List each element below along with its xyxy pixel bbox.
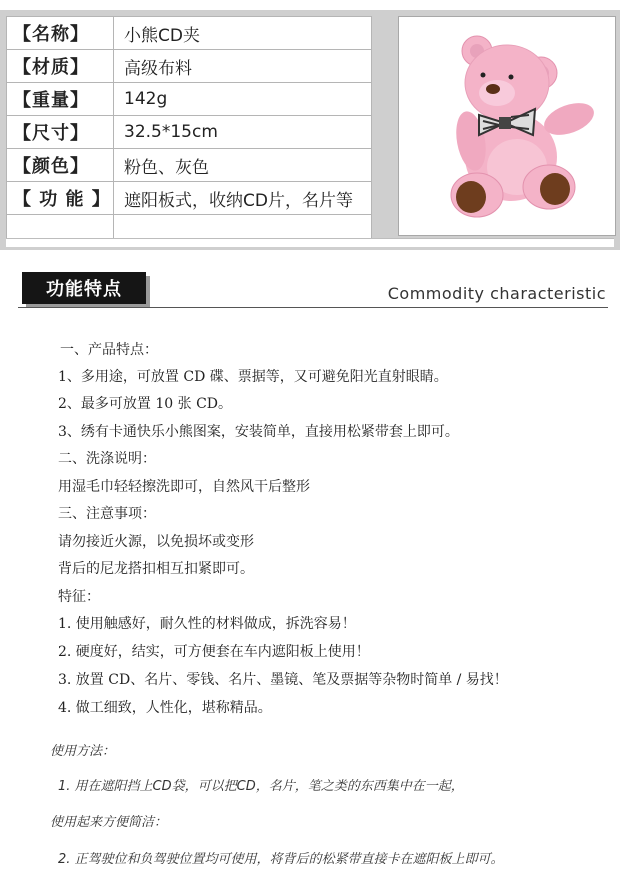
spec-label: 【名称】 xyxy=(7,17,114,50)
section-english-title: Commodity characteristic xyxy=(387,284,606,303)
section-header xyxy=(18,270,608,308)
spec-label: 【颜色】 xyxy=(7,149,114,182)
text-line: 4. 做工细致，人性化，堪称精品。 xyxy=(58,700,272,716)
text-line: 2、最多可放置 10 张 CD。 xyxy=(58,396,233,412)
text-line: 3. 放置 CD、名片、零钱、名片、墨镜、笔及票据等杂物时简单 / 易找！ xyxy=(58,672,508,688)
spec-row xyxy=(7,116,372,149)
spec-row xyxy=(7,149,372,182)
text-line: 二、洗涤说明： xyxy=(58,451,156,467)
spec-value: 遮阳板式，收纳CD片，名片等 xyxy=(114,182,372,215)
spec-value: 高级布料 xyxy=(114,50,372,83)
spec-label: 【材质】 xyxy=(7,50,114,83)
usage-heading: 使用起来方便简洁： xyxy=(50,815,168,830)
spec-label: 【尺寸】 xyxy=(7,116,114,149)
text-line: 特征： xyxy=(58,589,100,605)
text-line: 一、产品特点： xyxy=(60,342,158,358)
spec-panel xyxy=(0,10,620,250)
text-line: 1、多用途，可放置 CD 碟、票据等，又可避免阳光直射眼睛。 xyxy=(58,369,448,385)
text-line: 2. 硬度好，结实，可方便套在车内遮阳板上使用！ xyxy=(58,644,370,660)
spec-value: 小熊CD夹 xyxy=(114,17,372,50)
spec-table xyxy=(6,16,372,244)
usage-line: 1. 用在遮阳挡上CD袋，可以把CD，名片，笔之类的东西集中在一起， xyxy=(58,779,464,794)
section-divider xyxy=(18,307,608,308)
product-photo xyxy=(398,16,616,236)
spec-row xyxy=(7,83,372,116)
spec-row xyxy=(7,182,372,215)
section-title: 功能特点 xyxy=(22,272,146,304)
text-line: 请勿接近火源，以免损坏或变形 xyxy=(58,534,254,550)
spec-value: 142g xyxy=(114,83,372,116)
spec-label: 【 功 能 】 xyxy=(7,182,114,215)
teddy-bear-image xyxy=(399,17,615,235)
spec-value: 32.5*15cm xyxy=(114,116,372,149)
spec-row xyxy=(7,50,372,83)
spec-value: 粉色、灰色 xyxy=(114,149,372,182)
spec-label: 【重量】 xyxy=(7,83,114,116)
text-line: 三、注意事项： xyxy=(58,506,156,522)
spec-bottom-strip xyxy=(6,238,614,247)
spec-row xyxy=(7,17,372,50)
text-line: 3、绣有卡通快乐小熊图案，安装简单，直接用松紧带套上即可。 xyxy=(58,424,459,440)
text-line: 用湿毛巾轻轻擦洗即可，自然风干后整形 xyxy=(58,479,310,495)
text-line: 1. 使用触感好，耐久性的材料做成，拆洗容易！ xyxy=(58,616,356,632)
text-line: 背后的尼龙搭扣相互扣紧即可。 xyxy=(58,561,254,577)
usage-line: 2. 正驾驶位和负驾驶位置均可使用，将背后的松紧带直接卡在遮阳板上即可。 xyxy=(58,852,504,867)
usage-heading: 使用方法： xyxy=(50,744,116,759)
